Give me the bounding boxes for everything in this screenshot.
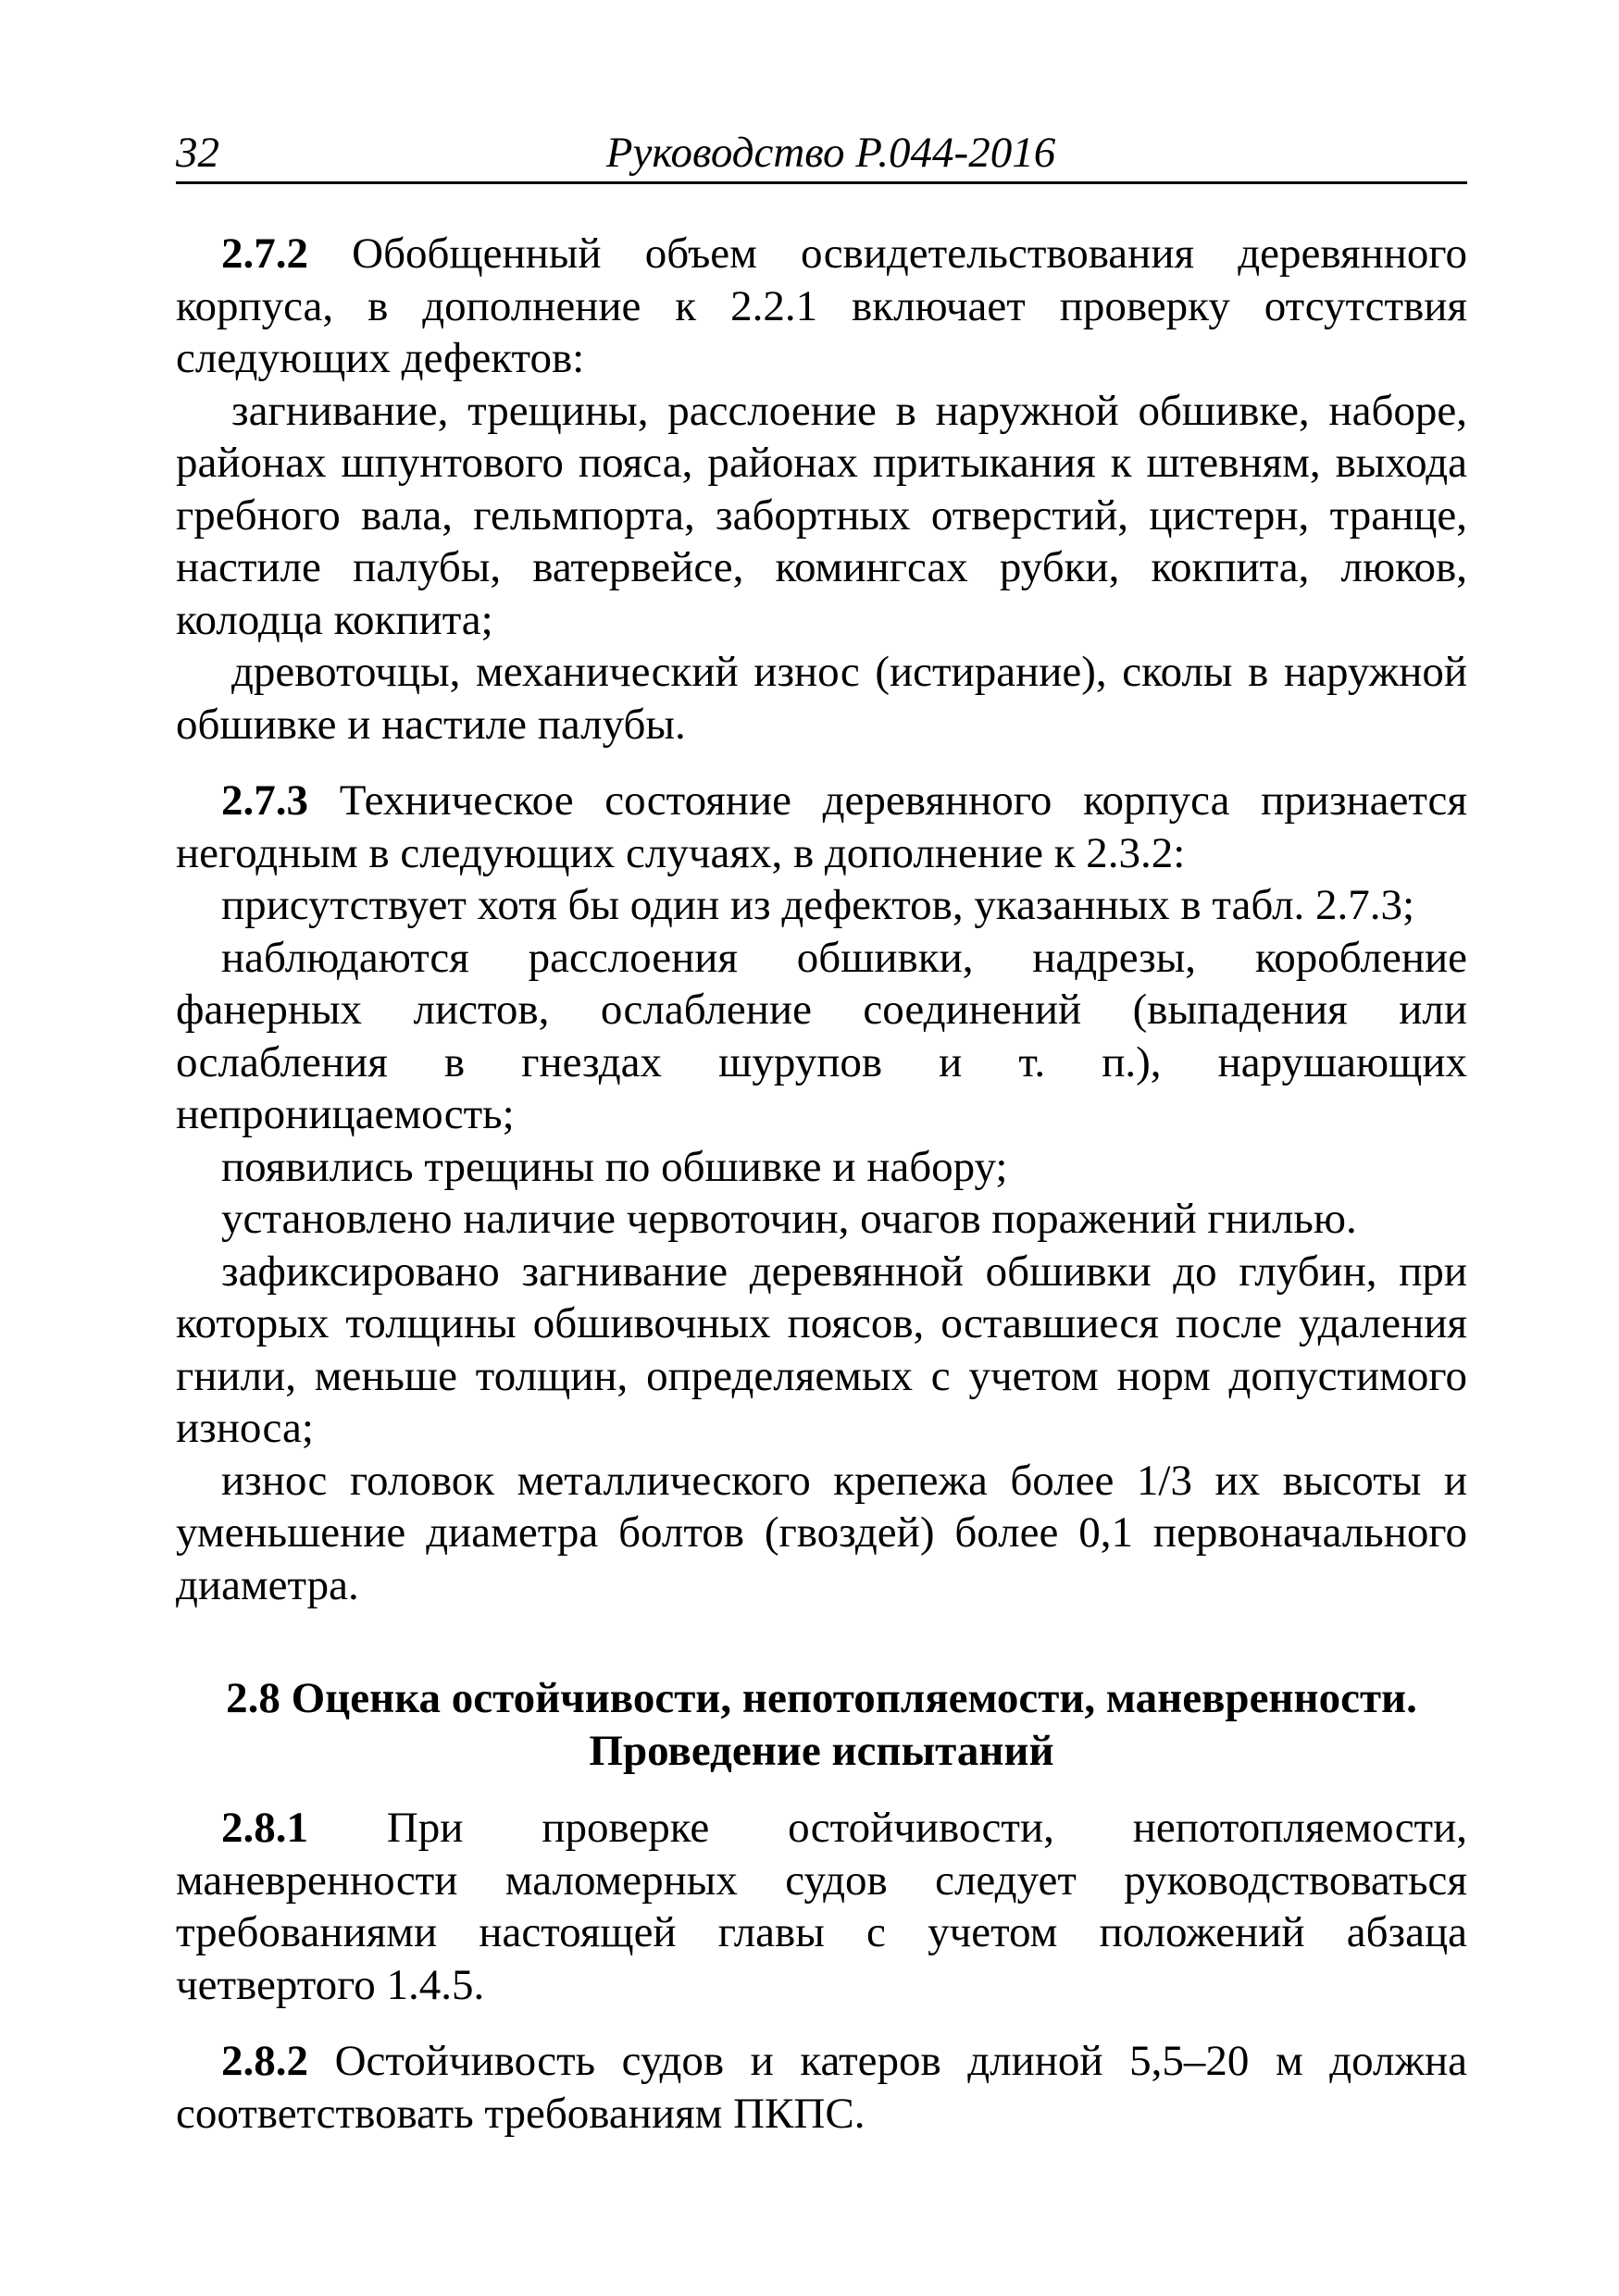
list-item: загнивание, трещины, расслоение в наружной обшивке, наборе, районах шпунтового пояса, районах притыкания к штевням, выхода гребного вала, гельмпорта, забортных отверстий, цистерн, транце, настиле палубы, ватервейсе, комингсах рубки, кокпита, люков, колодца кокпита; [176, 386, 1467, 644]
list-item: появились трещины по обшивке и набору; [221, 1142, 1008, 1191]
list-item: износ головок металлического крепежа более 1/3 их высоты и уменьшение диаметра болтов (гвоздей) более 0,1 первоначального диаметра. [176, 1456, 1467, 1609]
clause-text: При проверке остойчивости, непотопляемости, маневренности маломерных судов следует руководствоваться требованиями настоящей главы с учетом положений абзаца четвертого 1.4.5. [176, 1804, 1467, 2009]
page-number: 32 [176, 129, 219, 177]
paragraph-spacer [176, 1778, 1467, 1802]
clause-number: 2.7.3 [221, 776, 308, 825]
section-spacer [176, 1611, 1467, 1672]
section-heading [176, 1672, 1467, 1778]
list-item: установлено наличие червоточин, очагов поражений гнилью. [221, 1195, 1357, 1243]
section-heading-line: 2.8 Оценка остойчивости, непотопляемости, маневренности. [226, 1674, 1417, 1722]
clause-number: 2.7.2 [221, 230, 308, 278]
clause-2-7-2-intro [176, 228, 1467, 385]
paragraph-spacer [176, 751, 1467, 775]
clause-number: 2.8.2 [221, 2037, 308, 2085]
clause-text: Остойчивость судов и катеров длиной 5,5–20 м должна соответствовать требованиям ПКПС. [176, 2037, 1467, 2138]
section-heading-line: Проведение испытаний [589, 1727, 1054, 1775]
paragraph-spacer [176, 2011, 1467, 2035]
list-item: присутствует хотя бы один из дефектов, указанных в табл. 2.7.3; [221, 881, 1415, 929]
clause-2-8-1 [176, 1802, 1467, 2011]
document-title: Руководство Р.044-2016 [605, 129, 1056, 177]
clause-text: Техническое состояние деревянного корпуса признается негодным в следующих случаях, в дополнение к 2.3.2: [176, 776, 1467, 877]
list-item: древоточцы, механический износ (истирание), сколы в наружной обшивке и настиле палубы. [176, 648, 1467, 749]
clause-number: 2.8.1 [221, 1804, 308, 1852]
clause-2-8-2 [176, 2035, 1467, 2140]
clause-text: Обобщенный объем освидетельствования деревянного корпуса, в дополнение к 2.2.1 включает проверку отсутствия следующих дефектов: [176, 230, 1467, 382]
document-body [176, 228, 1467, 2140]
list-item: зафиксировано загнивание деревянной обшивки до глубин, при которых толщины обшивочных поясов, оставшиеся после удаления гнили, меньше толщин, определяемых с учетом норм допустимого износа; [176, 1247, 1467, 1452]
list-item: наблюдаются расслоения обшивки, надрезы, коробление фанерных листов, ослабление соединений (выпадения или ослабления в гнездах шурупов и т. п.), нарушающих непроницаемость; [176, 933, 1467, 1138]
clause-2-7-3-intro [176, 775, 1467, 879]
page-header [176, 128, 1467, 184]
